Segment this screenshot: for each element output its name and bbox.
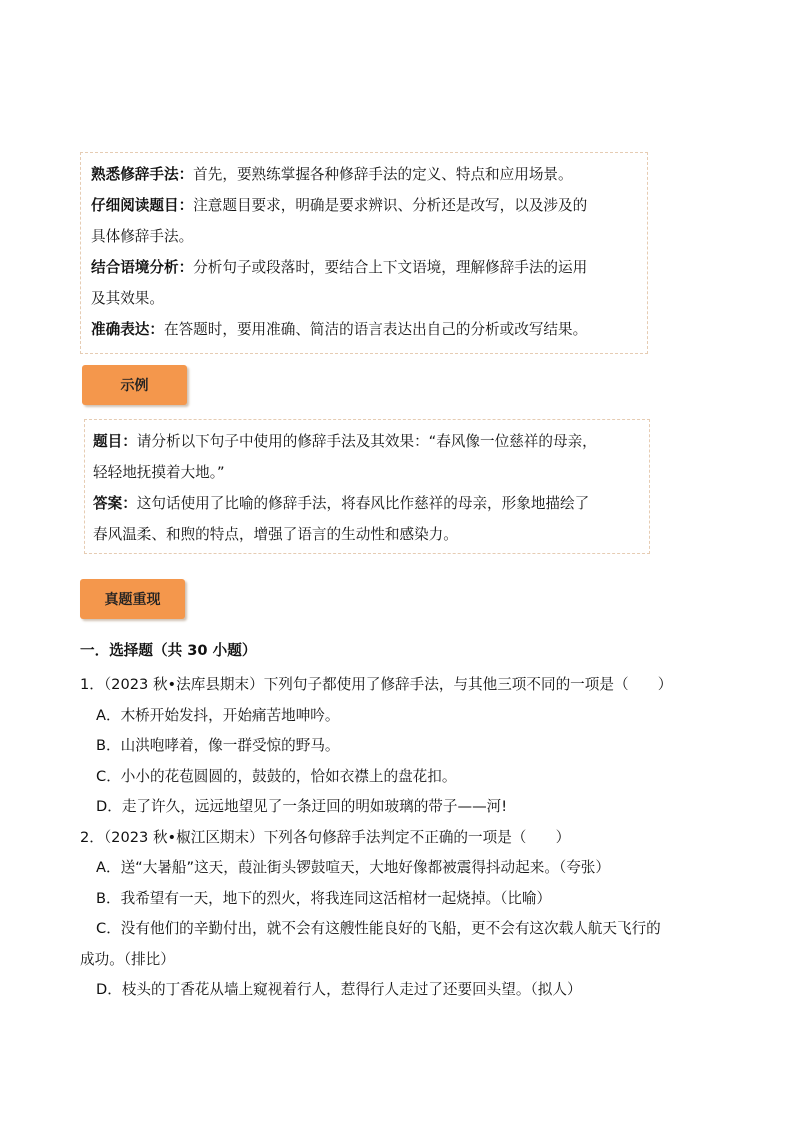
tip-label: 熟悉修辞手法： xyxy=(91,166,194,183)
tip-text: 注意题目要求，明确是要求辨识、分析还是改写，以及涉及的 xyxy=(193,197,588,214)
tip-item xyxy=(91,252,639,283)
tip-item xyxy=(91,314,639,345)
tip-continuation: 具体修辞手法。 xyxy=(91,228,194,245)
example-tag: 示例 xyxy=(82,365,187,405)
option-c-cont: 成功。（排比） xyxy=(80,950,175,968)
tip-continuation: 及其效果。 xyxy=(91,290,164,307)
tip-label: 结合语境分析： xyxy=(91,259,194,276)
question-1 xyxy=(80,670,730,823)
section-title: 一．选择题（共 30 小题） xyxy=(80,642,257,659)
question-stem: 1．（2023 秋•法库县期末）下列句子都使用了修辞手法，与其他三项不同的一项是（ ） xyxy=(80,676,673,693)
question-text: 请分析以下句子中使用的修辞手法及其效果：“春风像一位慈祥的母亲， xyxy=(136,433,597,450)
question-stem: 2．（2023 秋•椒江区期末）下列各句修辞手法判定不正确的一项是（ ） xyxy=(80,828,571,846)
example-answer-cont: 春风温柔、和煦的特点，增强了语言的生动性和感染力。 xyxy=(93,526,458,543)
option-c: C．没有他们的辛勤付出，就不会有这艘性能良好的飞船，更不会有这次载人航天飞行的 xyxy=(96,920,661,937)
example-question xyxy=(93,426,641,457)
tip-text: 在答题时，要用准确、简洁的语言表达出自己的分析或改写结果。 xyxy=(163,321,588,338)
option-b: B．我希望有一天，地下的烈火，将我连同这活棺材一起烧掉。（比喻） xyxy=(96,889,552,907)
option-b: B．山洪咆哮着，像一群受惊的野马。 xyxy=(96,737,340,754)
tip-label: 仔细阅读题目： xyxy=(91,197,194,214)
real-questions-tag: 真题重现 xyxy=(80,579,185,619)
tip-text: 分析句子或段落时，要结合上下文语境，理解修辞手法的运用 xyxy=(193,259,588,276)
option-c: C．小小的花苞圆圆的，鼓鼓的，恰如衣襟上的盘花扣。 xyxy=(96,767,457,785)
tip-label: 准确表达： xyxy=(91,321,164,338)
tip-item xyxy=(91,190,639,221)
question-2 xyxy=(80,823,730,1006)
option-d: D．枝头的丁香花从墙上窥视着行人，惹得行人走过了还要回头望。（拟人） xyxy=(96,981,582,998)
option-d: D．走了许久，远远地望见了一条迂回的明如玻璃的带子——河! xyxy=(96,798,508,815)
tip-text: 首先，要熟练掌握各种修辞手法的定义、特点和应用场景。 xyxy=(193,166,573,183)
example-answer xyxy=(93,488,641,519)
answer-label: 答案： xyxy=(93,495,137,512)
option-a: A．送“大暑船”这天，葭沚街头锣鼓喧天，大地好像都被震得抖动起来。（夸张） xyxy=(96,859,610,876)
example-box xyxy=(84,419,650,554)
answer-text: 这句话使用了比喻的修辞手法，将春风比作慈祥的母亲，形象地描绘了 xyxy=(136,495,590,512)
tip-item xyxy=(91,159,639,190)
option-a: A．木桥开始发抖，开始痛苦地呻吟。 xyxy=(96,706,340,724)
question-label: 题目： xyxy=(93,433,137,450)
tips-box xyxy=(80,152,648,354)
example-question-cont: 轻轻地抚摸着大地。” xyxy=(93,464,225,481)
questions-section xyxy=(80,640,730,1006)
